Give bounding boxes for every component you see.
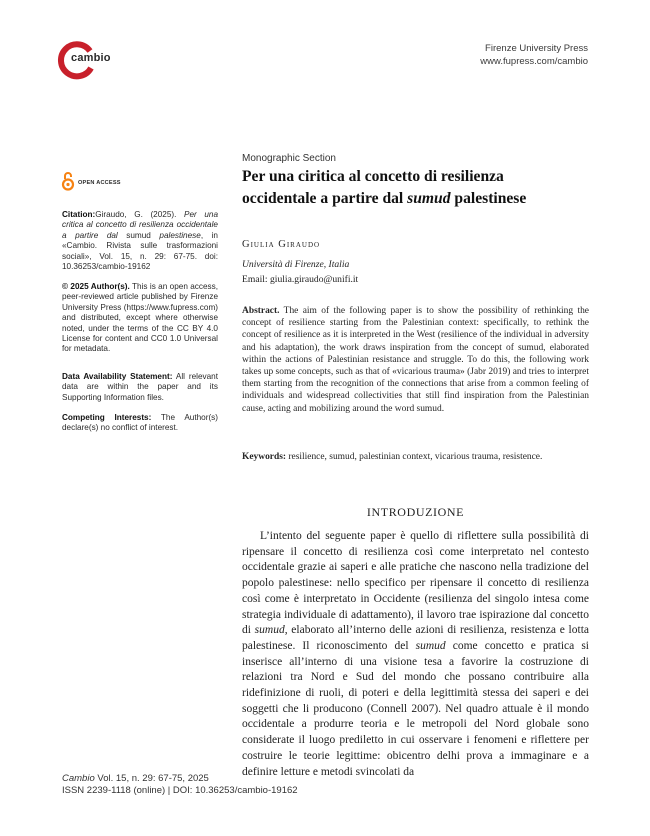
title-sumud: sumud <box>407 190 451 207</box>
logo-wordmark: cambio <box>71 52 111 64</box>
section-heading: INTRODUZIONE <box>366 505 465 519</box>
body-sumud-2: sumud <box>415 639 446 652</box>
section-label: Monographic Section <box>242 153 336 164</box>
publisher-block <box>480 42 588 68</box>
title-line-2 <box>242 188 572 210</box>
body-sumud-1: sumud <box>254 624 285 637</box>
author-affiliation: Università di Firenze, Italia <box>242 259 350 270</box>
title-line-2-start: occidentale a partire dal <box>242 190 408 207</box>
citation-authors: Giraudo, G. (2025). <box>95 210 184 219</box>
abstract-label: Abstract. <box>242 306 280 316</box>
footer-citation: Vol. 15, n. 29: 67-75, 2025 <box>94 773 209 784</box>
citation-title-sumud: sumud <box>117 230 160 240</box>
publisher-url[interactable]: www.fupress.com/cambio <box>480 56 588 67</box>
title-line-2-end: palestinese <box>450 190 527 207</box>
keywords-text: resilience, sumud, palestinian context, vicarious trauma, resistence. <box>286 452 543 462</box>
citation-details: , in «Cambio. Rivista sulle trasformazioni sociali», Vol. 15, n. 29: 67-75. doi: 10.36253/cambio-19162 <box>62 230 218 272</box>
keywords-label: Keywords: <box>242 452 287 462</box>
citation-title: Per una critica al concetto di resilienza occidentale a partire dal <box>62 210 219 240</box>
footer-journal: Cambio <box>62 773 95 784</box>
competing-interests-block <box>62 413 218 434</box>
citation-block <box>62 210 218 272</box>
body-text-1: L’intento del seguente paper è quello di riflettere sulla possibilità di ripensare il concetto di resilienza così come interpretato nel contesto occidentale grazie ai saperi e alle pratiche che nascono nella tradizione del popolo palestinese: nello specifico per ripensare il concetto di resilienza così come è interpretato in Occidente (resilienza del singolo intesa come strategia individuale di adattamento), il lavoro trae ispirazione dal concetto di <box>242 530 589 637</box>
data-availability-label: Data Availability Statement: <box>62 372 173 381</box>
page-footer <box>62 773 298 797</box>
copyright-text: This is an open access, peer-reviewed article published by Firenze University Press (https://www.fupress.com) and distributed, except where otherwise noted, under the terms of the CC BY 4.0 License for content and CC0 1.0 Universal for metadata. <box>62 282 218 354</box>
author-email[interactable]: Email: giulia.giraudo@unifi.it <box>242 274 359 285</box>
abstract <box>242 305 589 415</box>
copyright-label: © 2025 Author(s). <box>62 282 130 291</box>
data-availability-block <box>62 372 218 403</box>
citation-label: Citation: <box>62 210 96 219</box>
body-paragraph <box>242 529 589 778</box>
publisher-name: Firenze University Press <box>485 43 588 54</box>
body-text-2: , elaborato all’interno delle azioni di resilienza, resistenza e lotta palestinese. Il riconoscimento del <box>242 624 589 652</box>
competing-interests-text: The Author(s) declare(s) no conflict of interest. <box>62 413 218 433</box>
footer-issn: ISSN 2239-1118 (online) | DOI: 10.36253/cambio-19162 <box>62 785 298 796</box>
copyright-block <box>62 282 218 355</box>
keywords <box>242 451 589 463</box>
abstract-text: The aim of the following paper is to show the possibility of rethinking the concept of resilience starting from the Palestinian context: specifically, to rethink the concept of resilience as it is interpreted in the West (resilience of the individual in adversity and his adaptation), the work draws inspiration from the concept of sumud, elaborated within the actions of Palestinian resistance and struggle. To do this, the following work takes up some concepts, such as that of «vicarious trauma» (Jabr 2019) and tries to interpret them starting from the recognition of the connections that arise from a common feeling of individuals and widespread collectivities that still find inspiration from the Palestinian cause, acting and mobilizing around the word sumud. <box>242 306 589 414</box>
footer-citation-line <box>62 773 298 785</box>
citation-title-end: palestinese <box>159 230 201 240</box>
body-text-3: come concetto e pratica si inserisce all’interno di una visione tesa a favorire la costruzione di relazioni tra Nord e Sud del mondo che possano contribuire alla ridefinizione di ruoli, di poteri e della legittimità stessa dei saperi e dei soggetti che li producono (Connell 2007). Nel quadro attuale è il mondo occidentale a produrre teoria e le metropoli del Nord globale sono considerate il luogo prediletto in cui osservare i fenomeni e riflettere per costruire le teorie legittime: obicentro delhi prova a immaginare e a definire letture e metodi svincolati da <box>242 639 589 778</box>
open-access-label: OPEN ACCESS <box>78 180 121 186</box>
data-availability-text: All relevant data are within the paper and its Supporting Information files. <box>62 372 218 402</box>
author-name: Giulia Giraudo <box>242 239 321 250</box>
title-line-1: Per una ciritica al concetto di resilienza <box>242 168 504 185</box>
competing-interests-label: Competing Interests: <box>62 413 152 422</box>
cambio-logo <box>58 41 114 81</box>
open-access-lock-icon <box>62 171 74 191</box>
article-title <box>242 166 572 210</box>
